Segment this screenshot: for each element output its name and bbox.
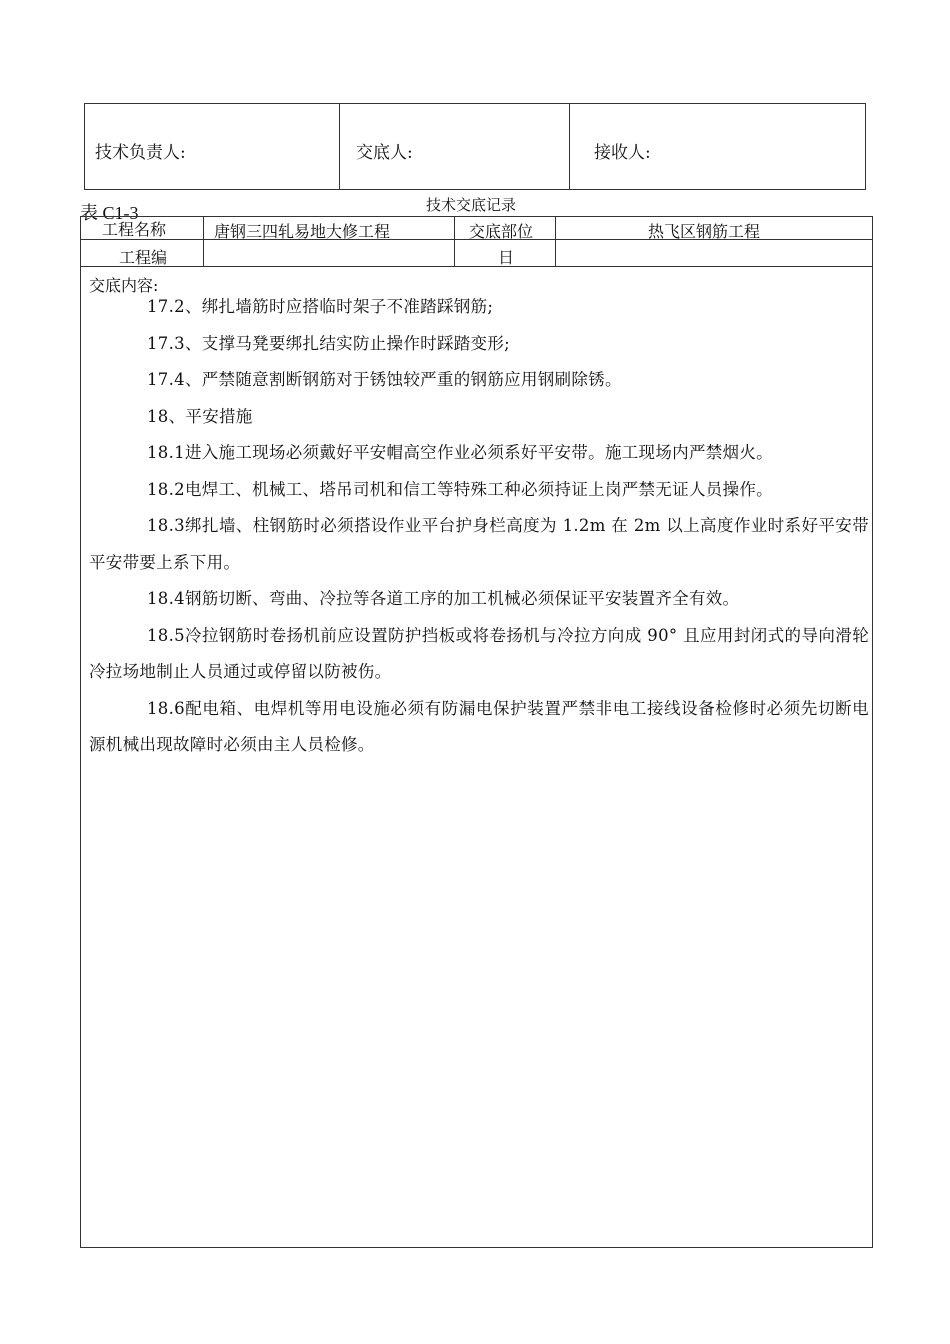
tech-lead-cell xyxy=(85,104,340,189)
record-table xyxy=(80,216,873,1248)
content-label: 交底内容: xyxy=(89,276,159,295)
paragraph: 18.6配电箱、电焊机等用电设施必须有防漏电保护装置严禁非电工接线设备检修时必须先切断电源机械出现故障时必须由主人员检修。 xyxy=(89,698,869,754)
paragraph: 17.3、支撑马凳要绑扎结实防止操作时踩踏变形; xyxy=(147,333,510,353)
tech-lead-label: 技术负责人: xyxy=(95,143,186,163)
location-value: 热飞区钢筋工程 xyxy=(648,222,761,241)
presenter-cell xyxy=(340,104,570,189)
paragraph: 18.5冷拉钢筋时卷扬机前应设置防护挡板或将卷扬机与冷拉方向成 90° 且应用封闭式的导向滑轮冷拉场地制止人员通过或停留以防被伤。 xyxy=(89,625,869,681)
form-number: 表 C1-3 xyxy=(80,203,139,223)
paragraph: 18.2电焊工、机械工、塔吊司机和信工等特殊工种必须持证上岗严禁无证人员操作。 xyxy=(147,479,773,499)
paragraph: 18、平安措施 xyxy=(147,406,253,426)
location-label: 交底部位 xyxy=(469,222,534,241)
paragraph: 18.3绑扎墙、柱钢筋时必须搭设作业平台护身栏高度为 1.2m 在 2m 以上高度作业时系好平安带平安带要上系下用。 xyxy=(89,516,869,572)
paragraph: 17.4、严禁随意割断钢筋对于锈蚀较严重的钢筋应用钢刷除锈。 xyxy=(147,370,622,389)
presenter-label: 交底人: xyxy=(356,143,413,163)
paragraph: 17.2、绑扎墙筋时应搭临时架子不准踏踩钢筋; xyxy=(147,297,494,316)
project-name-value: 唐钢三四轧易地大修工程 xyxy=(214,222,391,241)
row-divider xyxy=(81,266,872,267)
project-name-label: 工程名称 xyxy=(102,220,167,239)
project-no-label: 工程编 xyxy=(119,248,168,267)
receiver-cell xyxy=(570,104,865,189)
col-divider xyxy=(454,217,455,266)
col-divider xyxy=(555,217,556,266)
project-name-label-clip xyxy=(80,220,200,239)
form-title: 技术交底记录 xyxy=(426,196,517,214)
paragraph: 18.4钢筋切断、弯曲、冷拉等各道工序的加工机械必须保证平安装置齐全有效。 xyxy=(147,589,740,608)
date-label: 日 xyxy=(498,248,515,267)
paragraph: 18.1进入施工现场必须戴好平安帽高空作业必须系好平安带。施工现场内严禁烟火。 xyxy=(147,443,773,462)
col-divider xyxy=(203,217,204,266)
receiver-label: 接收人: xyxy=(594,143,651,163)
signature-table xyxy=(84,103,866,190)
